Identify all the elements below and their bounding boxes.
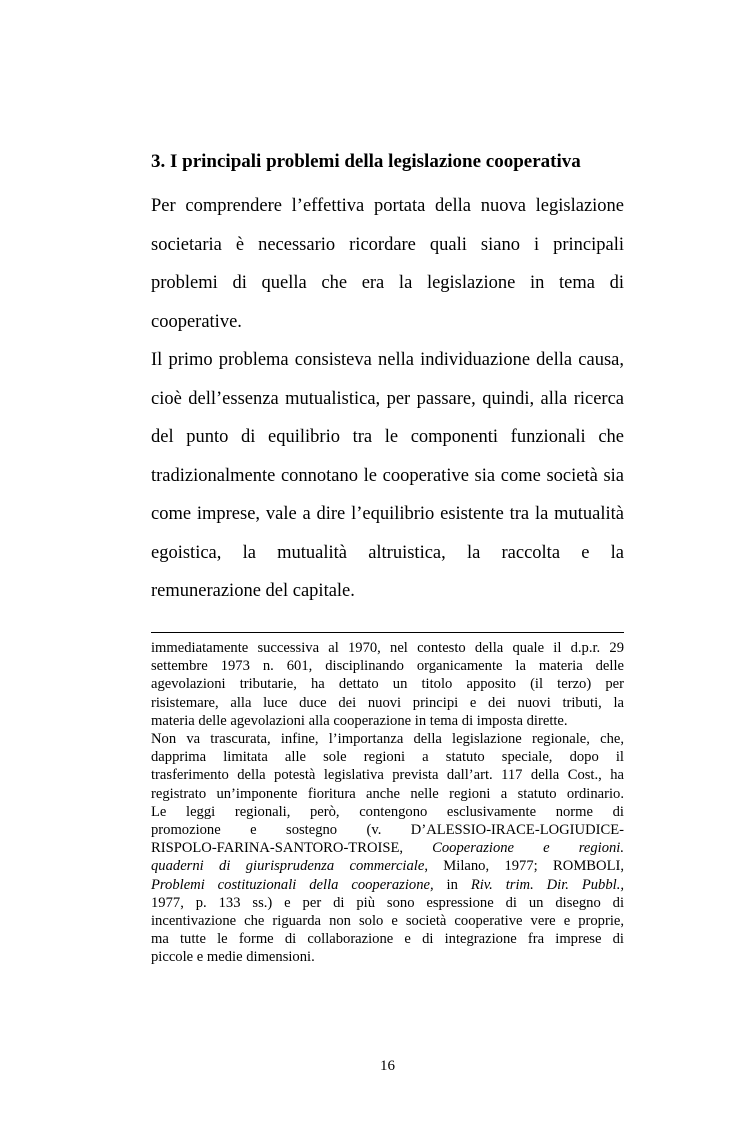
footnote-line: Non va trascurata, infine, l’importanza della legislazione regionale, che, [151,731,624,748]
footnote-line: 1977, p. 133 ss.) e per di più sono espressione di un disegno di [151,894,624,911]
footnote-line: agevolazioni tributarie, ha dettato un titolo apposito (il terzo) per [151,676,624,693]
text-line: egoistica, la mutualità altruistica, la raccolta e la [151,542,624,563]
text-line: cioè dell’essenza mutualistica, per passare, quindi, alla ricerca [151,388,624,409]
footnote-line: Le leggi regionali, però, contengono esclusivamente norme di [151,803,624,820]
citation-title: Cooperazione e regioni. [432,840,624,857]
paragraph-2 [151,341,624,611]
footnote-line: risistemare, alla luce duce dei nuovi principi e dei nuovi tributi, la [151,694,624,711]
footnote-paragraph-2 [151,730,624,967]
journal-title: Riv. trim. Dir. Pubbl., [470,876,624,893]
text-line: cooperative. [151,311,242,332]
text-line: del punto di equilibrio tra le componenti funzionali che [151,427,624,447]
page-number: 16 [380,1058,395,1074]
footnote [151,639,624,967]
citation-authors: RISPOLO-FARINA-SANTORO-TROISE, [151,840,433,857]
footnote-line [151,839,624,857]
citation-connector: in [433,876,471,893]
section-heading: 3. I principali problemi della legislazione cooperativa [151,151,581,172]
paragraph-1 [151,187,624,341]
footnote-paragraph-1 [151,639,624,730]
footnote-line: trasferimento della potestà legislativa prevista dall’art. 117 della Cost., ha [151,767,624,784]
footnote-line [151,857,624,875]
citation-title: Problemi costituzionali della cooperazione, [151,876,434,893]
footnote-line: piccole e medie dimensioni. [151,949,315,966]
text-line: tradizionalmente connotano le cooperative sia come società sia [151,465,624,486]
footnote-separator [151,632,624,633]
footnote-line: registrato un’imponente fioritura anche nelle regioni a statuto ordinario. [151,785,624,802]
citation-title-cont: quaderni di giurisprudenza commerciale [151,858,425,875]
footnote-line: promozione e sostegno (v. D’ALESSIO-IRACE-LOGIUDICE- [151,822,624,839]
footnote-line: dapprima limitata alle sole regioni a statuto speciale, dopo il [151,749,624,766]
body-text [151,187,624,611]
footnote-line: ma tutte le forme di collaborazione e di integrazione fra imprese di [151,931,624,948]
text-line: remunerazione del capitale. [151,581,355,601]
footnote-line: settembre 1973 n. 601, disciplinando organicamente la materia delle [151,658,624,675]
footnote-line [151,876,624,894]
footnote-line: materia delle agevolazioni alla cooperazione in tema di imposta dirette. [151,712,568,729]
text-line: come imprese, vale a dire l’equilibrio esistente tra la mutualità [151,504,624,524]
text-line: societaria è necessario ricordare quali siano i principali [151,234,624,255]
text-line: Il primo problema consisteva nella individuazione della causa, [151,350,624,370]
text-line: Per comprendere l’effettiva portata della nuova legislazione [151,196,624,216]
footnote-line: immediatamente successiva al 1970, nel contesto della quale il d.p.r. 29 [151,640,624,656]
footnote-line: incentivazione che riguarda non solo e società cooperative vere e proprie, [151,913,624,930]
text-line: problemi di quella che era la legislazione in tema di [151,273,624,293]
citation-details: , Milano, 1977; ROMBOLI, [424,858,624,875]
